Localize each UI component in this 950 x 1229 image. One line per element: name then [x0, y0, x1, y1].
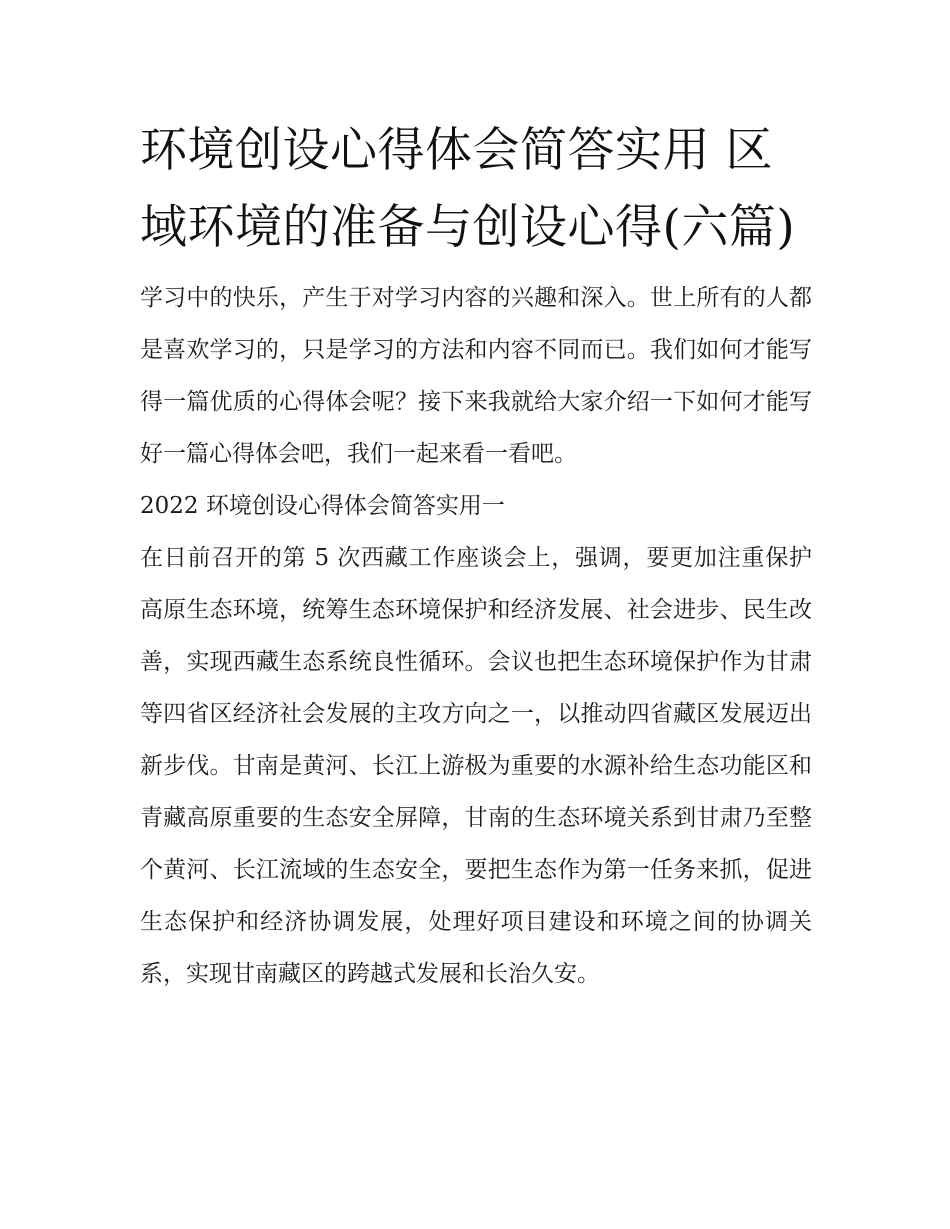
document-title: 环境创设心得体会简答实用 区域环境的准备与创设心得(六篇): [140, 123, 796, 255]
section-heading: 2022 环境创设心得体会简答实用一: [140, 493, 505, 519]
intro-paragraph: 学习中的快乐，产生于对学习内容的兴趣和深入。世上所有的人都是喜欢学习的，只是学习的方法和内容不同而已。我们如何才能写得一篇优质的心得体会呢？接下来我就给大家介绍一下如何才能写好一篇心得体会吧，我们一起来看一看吧。: [140, 285, 812, 467]
section-paragraph: 在日前召开的第 5 次西藏工作座谈会上，强调，要更加注重保护高原生态环境，统筹生态环境保护和经济发展、社会进步、民生改善，实现西藏生态系统良性循环。会议也把生态环境保护作为甘肃等四省区经济社会发展的主攻方向之一，以推动四省藏区发展迈出新步伐。甘南是黄河、长江上游极为重要的水源补给生态功能区和青藏高原重要的生态安全屏障，甘南的生态环境关系到甘肃乃至整个黄河、长江流域的生态安全，要把生态作为第一任务来抓，促进生态保护和经济协调发展，处理好项目建设和环境之间的协调关系，实现甘南藏区的跨越式发展和长治久安。: [140, 545, 812, 987]
document-content: [140, 112, 812, 1000]
